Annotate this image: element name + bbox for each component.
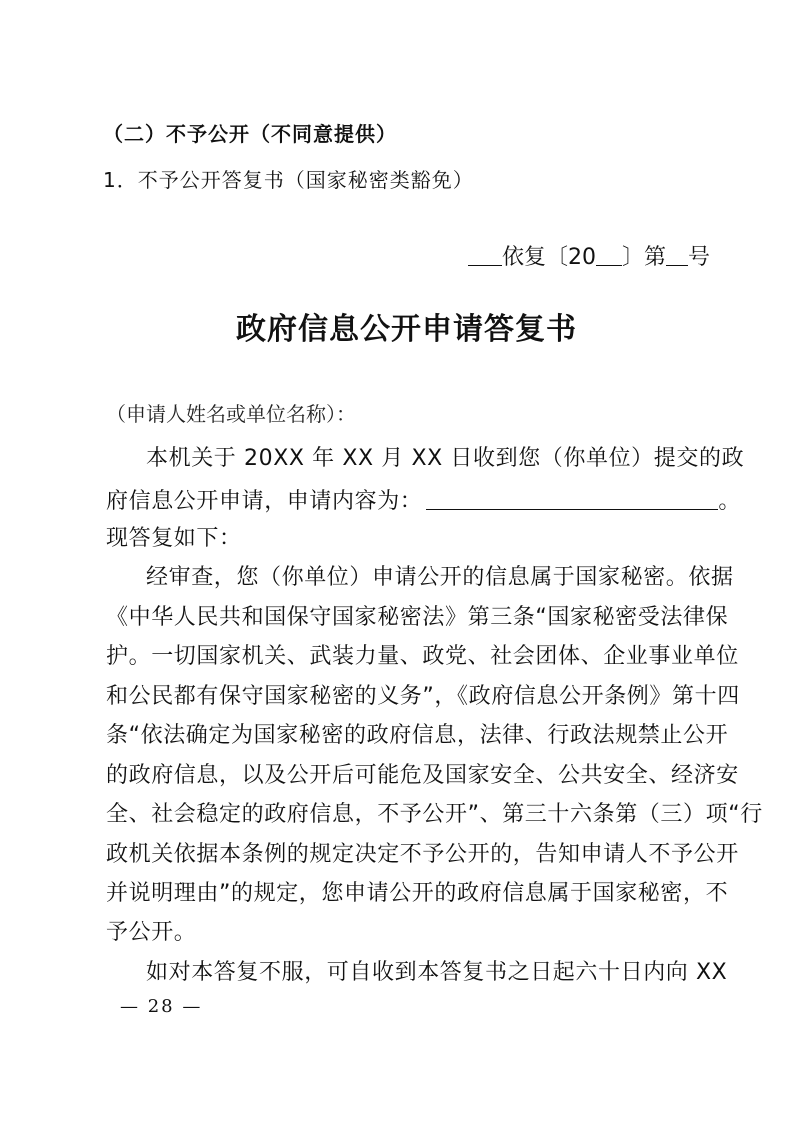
paragraph2-line: 和公民都有保守国家秘密的义务”，《政府信息公开条例》第十四 (106, 684, 740, 709)
paragraph2-line: 予公开。 (106, 920, 197, 945)
doc-number-part-b: 〕第 (622, 245, 667, 270)
document-title: 政府信息公开申请答复书 (236, 312, 577, 347)
doc-number-part-c: 号 (688, 245, 711, 270)
request-content-blank (426, 489, 718, 510)
paragraph2-line: 全、社会稳定的政府信息，不予公开”、第三十六条第（三）项“行 (106, 802, 763, 827)
doc-number-blank-year (596, 245, 622, 266)
doc-number-part-a: 依复〔20 (502, 245, 596, 270)
paragraph2-line: 护。一切国家机关、武装力量、政党、社会团体、企业事业单位 (106, 644, 739, 669)
paragraph2-line: 的政府信息，以及公开后可能危及国家安全、公共安全、经济安 (106, 763, 739, 788)
doc-number-blank-seq (666, 245, 688, 266)
paragraph2-line: 条“依法确定为国家秘密的政府信息，法律、行政法规禁止公开 (106, 723, 729, 748)
paragraph1-line1: 本机关于 20XX 年 XX 月 XX 日收到您（你单位）提交的政 (146, 446, 745, 471)
paragraph3-line: 如对本答复不服，可自收到本答复书之日起六十日内向 XX (146, 960, 728, 985)
paragraph1-line2 (106, 489, 741, 513)
paragraph2-line: 并说明理由”的规定，您申请公开的政府信息属于国家秘密，不 (106, 881, 729, 906)
subheading: 1．不予公开答复书（国家秘密类豁免） (103, 168, 474, 192)
paragraph1-line3: 现答复如下： (106, 526, 242, 551)
paragraph2-line: 经审查，您（你单位）申请公开的信息属于国家秘密。依据 (146, 565, 734, 590)
request-content-end: 。 (718, 489, 742, 514)
document-number (468, 245, 710, 269)
doc-number-blank-agency (468, 245, 502, 266)
request-content-label: 府信息公开申请，申请内容为： (106, 489, 423, 514)
section-heading: （二）不予公开（不同意提供） (103, 122, 397, 146)
paragraph2-line: 政机关依据本条例的规定决定不予公开的，告知申请人不予公开 (106, 842, 739, 867)
page-number-footer: — 28 — (120, 996, 203, 1017)
salutation: （申请人姓名或单位名称）： (106, 402, 356, 426)
paragraph2-line: 《中华人民共和国保守国家秘密法》第三条“国家秘密受法律保 (106, 605, 729, 630)
